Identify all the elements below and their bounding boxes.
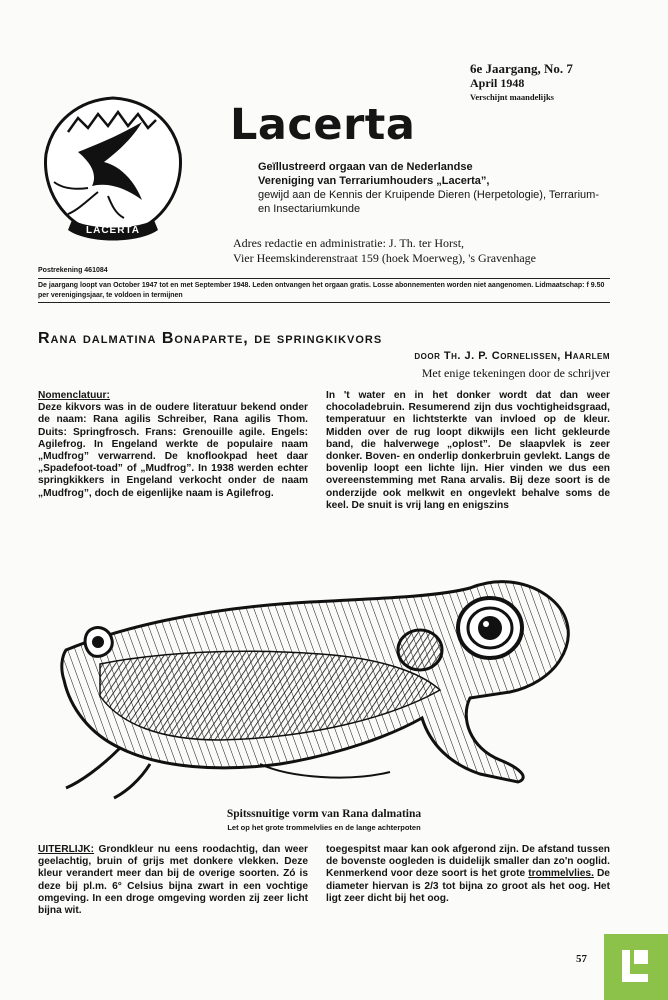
section-subheading: Grondkleur	[98, 844, 154, 855]
issue-date: April 1948	[470, 76, 525, 90]
subtitle-rest: gewijd aan de Kennis der Kruipende Dieren (Herpetologie), Terrarium- en Insectariumkunde	[258, 189, 599, 215]
postrekening: Postrekening 461084	[38, 267, 108, 274]
issue-frequency: Verschijnt maandelijks	[470, 92, 554, 102]
corner-logo-icon	[604, 934, 668, 1000]
address-line-1: Adres redactie en administratie: J. Th. ter Horst,	[233, 236, 465, 250]
corner-logo-shape	[622, 974, 648, 982]
subtitle-bold-2: Vereniging van Terrariumhouders „Lacerta”,	[258, 175, 490, 187]
subtitle-bold-1: Geïllustreerd orgaan van de Nederlandse	[258, 161, 473, 173]
article-byline: door Th. J. P. Cornelissen, Haarlem	[414, 350, 610, 362]
column-text: toegespitst maar kan ook afgerond zijn. De afstand tussen de bovenste oogleden is duidelijk smaller dan zo'n ooglid. Kenmerkend voor deze soort is het grote	[326, 844, 610, 880]
figure-subcaption: Let op het grote trommelvlies en de lange achterpoten	[227, 823, 421, 832]
column-text: nu eens roodachtig, dan weer geelachtig, bruin of grijs met donkere vlekken. Deze kleur verandert meer dan bij de overige soorten. Zó is deze bij pl.m. 6° Celsius bijna zwart in een vochtige omgeving. In een droge omgeving worden zij zeer licht bijna wit.	[38, 844, 308, 917]
address-line-2: Vier Heemskinderenstraat 159 (hoek Moerweg), 's Gravenhage	[233, 251, 536, 265]
article-byline-note: Met enige tekeningen door de schrijver	[421, 366, 610, 380]
section-heading: UITERLIJK:	[38, 844, 95, 855]
subscription-notice: De jaargang loopt van October 1947 tot en met September 1948. Leden ontvangen het orgaan gratis. Losse abonnementen worden niet aangenomen. Lidmaatschap: f 9.50 per verenigingsjaar, te voldoen in termijnen	[38, 282, 605, 299]
page-number: 57	[576, 953, 587, 965]
masthead-subtitle	[258, 160, 608, 216]
divider	[38, 302, 610, 303]
article-column-left	[38, 390, 308, 500]
address-block	[233, 236, 609, 266]
article-column-right	[326, 390, 610, 512]
article-column-right-bottom	[326, 844, 610, 905]
corner-logo-shape	[634, 950, 648, 964]
emphasis-term: trommelvlies.	[528, 868, 594, 880]
issue-volume: 6e Jaargang, No. 7	[470, 61, 573, 76]
column-text: De diameter hiervan is 2/3 tot bijna zo groot als het oog. Het ligt zeer dicht bij het oog.	[326, 868, 610, 904]
issue-meta	[470, 62, 573, 104]
article-column-left-bottom	[38, 844, 308, 917]
logo-text: LACERTA	[85, 225, 141, 236]
article-title: Rana dalmatina Bonaparte, de springkikvors	[38, 330, 383, 347]
column-text: In 't water en in het donker wordt dat dan weer chocoladebruin. Resumerend zijn dus vochtigheidsgraad, temperatuur en lichtsterkte van invloed op de kleur. Midden over de rug loopt dikwijls een licht gekleurde band, die halverwege „oplost”. De slaapvlek is zeer donker. Boven- en onderlip donkerbruin gevlekt. Langs de bovenlip loopt een lichte lijn. Hier vinden we dus een overeenstemming met Rana arvalis. Bij deze soort is de onderzijde ook melkwit en ongevlekt behalve soms de keel. De snuit is vrij lang en enigszins	[326, 390, 610, 511]
column-text: Deze kikvors was in de oudere literatuur bekend onder de naam: Rana agilis Schreiber, Rana agilis Thom. Duits: Springfrosch. Frans: Grenouille agile. Engels: Agilefrog. In Engeland werkte de populaire naam „Mudfrog” verwarrend. De knoflookpad heet daar „Spadefoot-toad” of „Mudfrog”. In 1938 werden echter springkikkers in Engeland verkocht onder de naam „Mudfrog”, doch de eigenlijke naam is Agilefrog.	[38, 402, 308, 499]
frog-illustration-icon	[60, 568, 620, 808]
masthead-title: Lacerta	[230, 100, 416, 150]
divider	[38, 278, 610, 279]
figure-caption: Spitssnuitige vorm van Rana dalmatina	[226, 808, 422, 820]
section-heading: Nomenclatuur:	[38, 390, 110, 401]
